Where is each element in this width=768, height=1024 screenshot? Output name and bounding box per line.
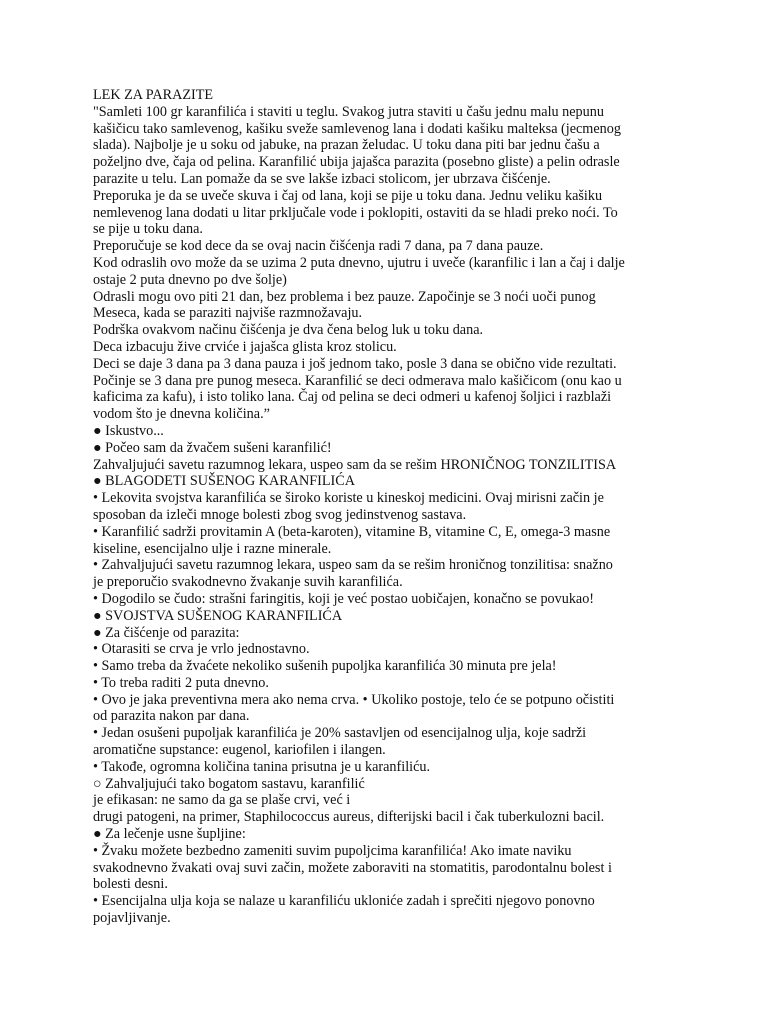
bullet-line: ● Iskustvo... bbox=[93, 422, 164, 439]
bullet-line: ● Za lečenje usne šupljine: bbox=[93, 826, 246, 843]
text-line: "Samleti 100 gr karanfilića i staviti u teglu. Svakog jutra staviti u čašu jednu malu nepunu bbox=[93, 103, 604, 120]
text-line: aromatične supstance: eugenol, kariofilen i ilangen. bbox=[93, 742, 386, 759]
text-line: Preporuka je da se uveče skuva i čaj od lana, koji se pije u toku dana. Jednu veliku kašiku bbox=[93, 187, 603, 204]
bullet-line: ○ Zahvaljujući tako bogatom sastavu, karanfilić bbox=[93, 775, 365, 792]
text-line: Odrasli mogu ovo piti 21 dan, bez problema i bez pauze. Započinje se 3 noći uoči punog bbox=[93, 288, 596, 305]
bullet-line: • Jedan osušeni pupoljak karanfilića je 20% sastavljen od esencijalnog ulja, koje sadrži bbox=[93, 725, 587, 742]
text-line: ostaje 2 puta dnevno po dve šolje) bbox=[93, 271, 287, 288]
text-line: slada). Najbolje je u soku od jabuke, na prazan želudac. U toku dana piti bar jednu čašu a bbox=[93, 137, 600, 154]
bullet-line: • Lekovita svojstva karanfilića se široko koriste u kineskoj medicini. Ovaj mirisni začin je bbox=[93, 490, 604, 507]
text-line: bolesti desni. bbox=[93, 876, 168, 893]
document-title: LEK ZA PARAZITE bbox=[93, 87, 214, 103]
bullet-line: • Ovo je jaka preventivna mera ako nema crva. • Ukoliko postoje, telo će se potpuno očistiti bbox=[93, 691, 615, 708]
text-line: se pije u toku dana. bbox=[93, 221, 203, 238]
text-line: Kod odraslih ovo može da se uzima 2 puta dnevno, ujutru i uveče (karanfilic i lan a čaj i dalje bbox=[93, 254, 625, 271]
text-line: je preporučio svakodnevno žvakanje suvih karanfilića. bbox=[93, 574, 403, 591]
bullet-line: • Otarasiti se crva je vrlo jednostavno. bbox=[93, 641, 310, 658]
text-line: kiseline, esencijalno ulje i razne minerale. bbox=[93, 540, 332, 557]
text-line: Deca izbacuju žive crviće i jajašca glista kroz stolicu. bbox=[93, 338, 397, 355]
text-line: svakodnevno žvakati ovaj suvi začin, možete zaboraviti na stomatitis, parodontalnu bolest i bbox=[93, 859, 612, 876]
text-line: sposoban da izleči mnoge bolesti zbog svog jedinstvenog sastava. bbox=[93, 506, 467, 523]
text-line: drugi patogeni, na primer, Staphilococcus aureus, difterijski bacil i čak tuberkulozni bacil. bbox=[93, 809, 605, 826]
document-page bbox=[93, 87, 683, 927]
text-line: vodom što je dnevna količina.” bbox=[93, 406, 270, 423]
bullet-line: • Esencijalna ulja koja se nalaze u karanfiliću ukloniće zadah i sprečiti njegovo ponovno bbox=[93, 893, 595, 910]
bullet-line: • To treba raditi 2 puta dnevno. bbox=[93, 674, 269, 691]
bullet-line: • Takođe, ogromna količina tanina prisutna je u karanfiliću. bbox=[93, 758, 431, 775]
text-line: od parazita nakon par dana. bbox=[93, 708, 250, 725]
bullet-line: • Žvaku možete bezbedno zameniti suvim pupoljcima karanfilića! Ako imate naviku bbox=[93, 842, 572, 859]
text-line: poželjno dve, čaja od pelina. Karanfilić ubija jajašca parazita (posebno gliste) a pelin odrasle bbox=[93, 154, 620, 171]
text-line: Preporučuje se kod dece da se ovaj nacin čišćenja radi 7 dana, pa 7 dana pauze. bbox=[93, 238, 544, 255]
bullet-line: ● Počeo sam da žvačem sušeni karanfilić! bbox=[93, 439, 332, 456]
text-line: Podrška ovakvom načinu čišćenja je dva čena belog luk u toku dana. bbox=[93, 322, 484, 339]
text-line: kašičicu tako samlevenog, kašiku sveže samlevenog lana i dodati kašiku malteksa (jecmenog bbox=[93, 120, 621, 137]
bullet-line: • Zahvaljujući savetu razumnog lekara, uspeo sam da se rešim hroničnog tonzilitisa: snažno bbox=[93, 557, 613, 574]
text-line: Meseca, kada se paraziti najviše razmnožavaju. bbox=[93, 305, 363, 322]
bullet-line: • Karanfilić sadrži provitamin A (beta-karoten), vitamine B, vitamine C, E, omega-3 masne bbox=[93, 523, 611, 540]
bullet-line: • Samo treba da žvaćete nekoliko sušenih pupoljka karanfilića 30 minuta pre jela! bbox=[93, 658, 557, 675]
text-line: je efikasan: ne samo da ga se plaše crvi, već i bbox=[93, 792, 351, 809]
text-line: nemlevenog lana dodati u litar prključale vode i poklopiti, ostaviti da se hladi preko noći. To bbox=[93, 204, 618, 221]
bullet-line: • Dogodilo se čudo: strašni faringitis, koji je već postao uobičajen, konačno se povukao! bbox=[93, 590, 595, 607]
text-line: Zahvaljujući savetu razumnog lekara, uspeo sam da se rešim HRONIČNOG TONZILITISA bbox=[93, 456, 617, 473]
section-heading: ● SVOJSTVA SUŠENOG KARANFILIĆA bbox=[93, 607, 343, 624]
text-line: Počinje se 3 dana pre punog meseca. Karanfilić se deci odmerava malo kašičicom (onu kao u bbox=[93, 372, 622, 389]
section-heading: ● BLAGODETI SUŠENOG KARANFILIĆA bbox=[93, 473, 355, 490]
text-line: Deci se daje 3 dana pa 3 dana pauza i još jednom tako, posle 3 dana se obično vide rezultati. bbox=[93, 355, 617, 372]
bullet-line: ● Za čišćenje od parazita: bbox=[93, 624, 240, 641]
text-line: kaficima za kafu), i isto toliko lana. Čaj od pelina se deci odmeri u kafenoj šoljici i razblaži bbox=[93, 389, 612, 406]
text-line: parazite u telu. Lan pomaže da se sve lakše izbaci stolicom, jer ubrzava čišćenje. bbox=[93, 170, 551, 187]
text-line: pojavljivanje. bbox=[93, 910, 171, 927]
